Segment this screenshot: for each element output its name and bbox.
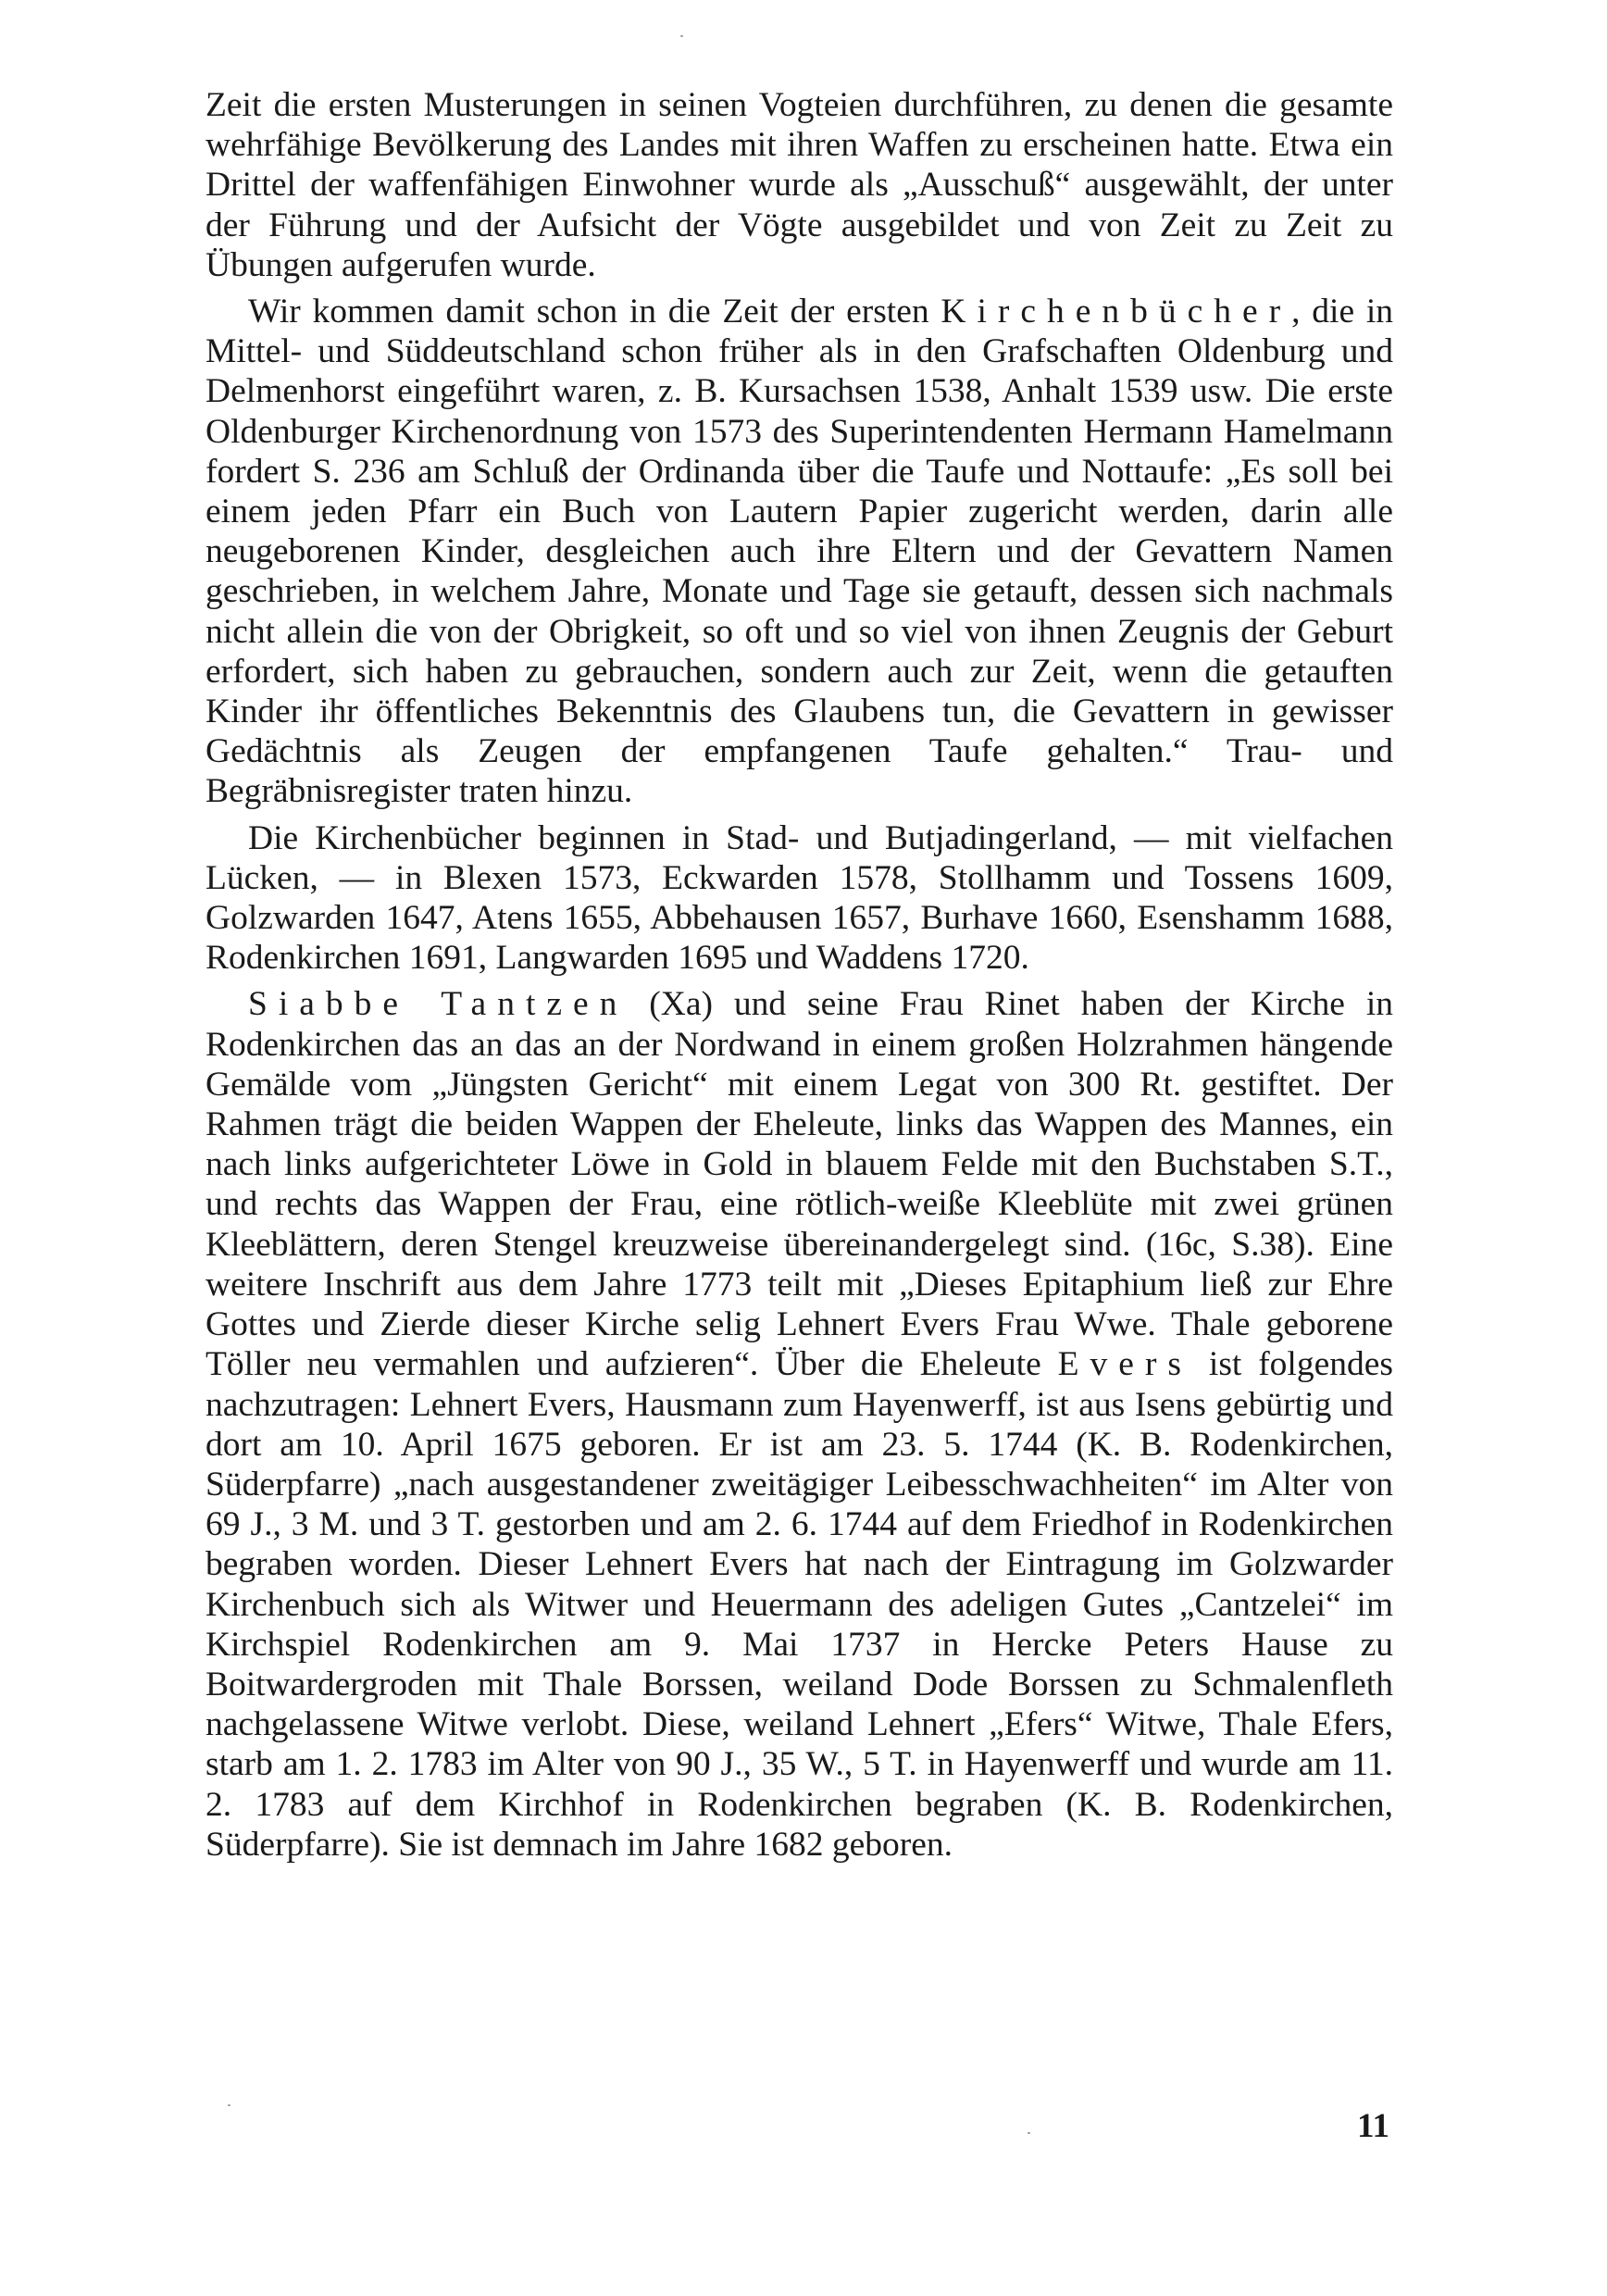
text-run: Wir kommen damit schon in die Zeit der ersten	[248, 293, 941, 331]
paragraph-kirchenbuecher-beginn	[206, 818, 1393, 979]
text-run: Die Kirchenbücher beginnen in Stad- und Butjadingerland, — mit vielfachen Lücken, — in Blexen 1573, Eckwarden 1578, Stollhamm und Tossens 1609, Golzwarden 1647, Atens 1655, Abbehausen 1657, Burhave 1660, Esenshamm 1688, Rodenkirchen 1691, Langwarden 1695 und Waddens 1720.	[206, 818, 1393, 978]
print-speck	[680, 35, 683, 37]
spaced-name: Siabbe Tantzen	[248, 985, 629, 1024]
paragraph-siabbe-tantzen	[206, 984, 1393, 1864]
body-text	[206, 85, 1393, 1865]
print-speck	[228, 2104, 230, 2106]
paragraph-musterungen	[206, 85, 1393, 285]
page-number: 11	[1357, 2107, 1389, 2145]
text-run: ist folgendes nachzutragen: Lehnert Evers, Hausmann zum Hayenwerff, ist aus Isens gebürtig und dort am 10. April 1675 geboren. Er ist am 23. 5. 1744 (K. B. Rodenkirchen, Süderpfarre) „nach ausgestandener zweitägiger Leibesschwachheiten“ im Alter von 69 J., 3 M. und 3 T. gestorben und am 2. 6. 1744 auf dem Friedhof in Rodenkirchen begraben worden. Dieser Lehnert Evers hat nach der Eintragung im Golzwarder Kirchenbuch sich als Witwer und Heuermann des adeligen Gutes „Cantzelei“ im Kirchspiel Rodenkirchen am 9. Mai 1737 in Hercke Peters Hause zu Boitwardergroden mit Thale Borssen, weiland Dode Borssen zu Schmalenfleth nachgelassene Witwe verlobt. Diese, weiland Lehnert „Efers“ Witwe, Thale Efers, starb am 1. 2. 1783 im Alter von 90 J., 35 W., 5 T. in Hayenwerff und wurde am 11. 2. 1783 auf dem Kirchhof in Rodenkirchen begraben (K. B. Rodenkirchen, Süderpfarre). Sie ist demnach im Jahre 1682 geboren.	[206, 1345, 1393, 1864]
paragraph-kirchenbuecher	[206, 292, 1393, 812]
text-run: , die in Mittel- und Süddeutschland schon früher als in den Grafschaften Oldenburg und Delmenhorst eingeführt waren, z. B. Kursachsen 1538, Anhalt 1539 usw. Die erste Oldenburger Kirchenordnung von 1573 des Superintendenten Hermann Hamelmann fordert S. 236 am Schluß der Ordinanda über die Taufe und Nottaufe: „Es soll bei einem jeden Pfarr ein Buch von Lautern Papier zugericht werden, darin alle neugeborenen Kinder, desgleichen auch ihre Eltern und der Gevattern Namen geschrieben, in welchem Jahre, Monate und Tage sie getauft, dessen sich nachmals nicht allein die von der Obrigkeit, so oft und so viel von ihnen Zeugnis der Geburt erfordert, sich haben zu gebrauchen, sondern auch zur Zeit, wenn die getauften Kinder ihr öffentliches Bekenntnis des Glaubens tun, die Gevattern in gewisser Gedächtnis als Zeugen der empfangenen Taufe gehalten.“ Trau- und Begräbnisregister traten hinzu.	[206, 293, 1394, 811]
text-run: Zeit die ersten Musterungen in seinen Vogteien durchführen, zu denen die gesamte wehrfähige Bevölkerung des Landes mit ihren Waffen zu erscheinen hatte. Etwa ein Drittel der waffenfähigen Einwohner wurde als „Ausschuß“ ausgewählt, der unter der Führung und der Aufsicht der Vögte ausgebildet und von Zeit zu Zeit zu Übungen aufgerufen wurde.	[206, 86, 1393, 284]
print-speck	[1028, 2132, 1030, 2134]
spaced-name: Evers	[1057, 1345, 1193, 1384]
text-run: (Xa) und seine Frau Rinet haben der Kirche in Rodenkirchen das an das an der Nordwand in einem großen Holzrahmen hängende Gemälde vom „Jüngsten Gericht“ mit einem Legat von 300 Rt. gestiftet. Der Rahmen trägt die beiden Wappen der Eheleute, links das Wappen des Mannes, ein nach links aufgerichteter Löwe in Gold in blauem Felde mit den Buchstaben S.T., und rechts das Wappen der Frau, eine rötlich-weiße Kleeblüte mit zwei grünen Kleeblättern, deren Stengel kreuzweise übereinandergelegt sind. (16c, S.38). Eine weitere Inschrift aus dem Jahre 1773 teilt mit „Dieses Epitaphium ließ zur Ehre Gottes und Zierde dieser Kirche selig Lehnert Evers Frau Wwe. Thale geborene Töller neu vermahlen und aufzieren“. Über die Eheleute	[206, 985, 1393, 1384]
spaced-name: Kirchenbücher	[941, 293, 1292, 331]
